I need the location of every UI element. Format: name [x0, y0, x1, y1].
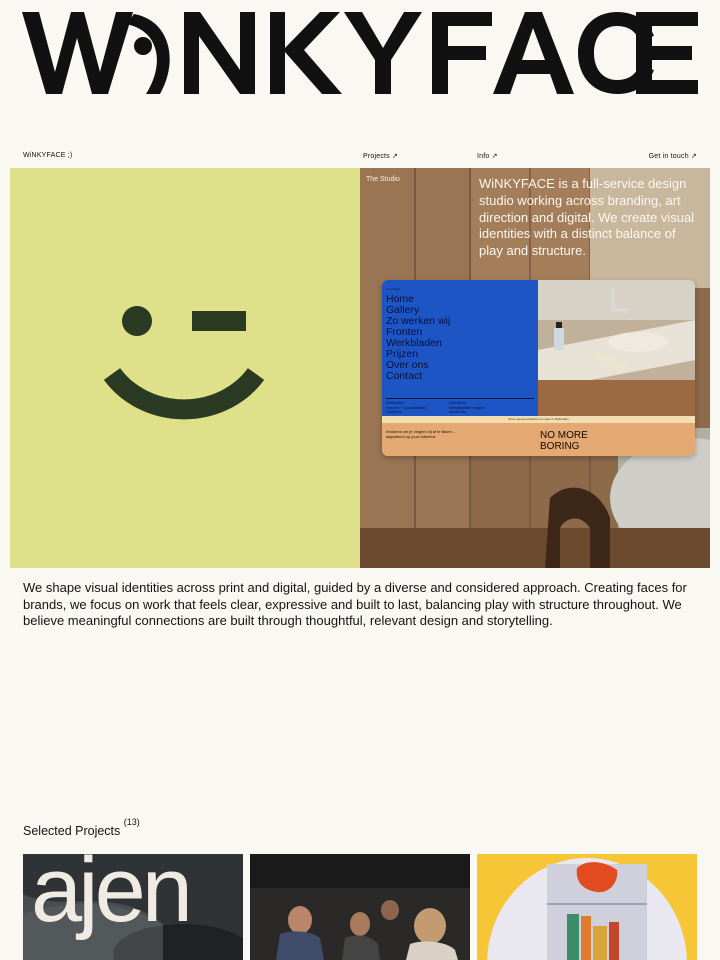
- hero-smiley-panel: [10, 168, 360, 568]
- selected-projects-label: Selected Projects: [23, 824, 121, 839]
- mockup-footer-link: Ons team: [448, 400, 466, 405]
- mockup-tagline: Keukens om je vingers bij af te likken – afgestemd op jouw interieur.: [386, 429, 456, 439]
- mockup-menu-item: Werkbladen: [386, 337, 442, 349]
- mockup-menu-item: Home: [386, 293, 415, 305]
- website-mockup-card: [382, 280, 695, 456]
- mockup-footer-link: Vacatures: [448, 409, 467, 415]
- project-tile-ajen[interactable]: [23, 854, 243, 960]
- mockup-footer-links: [386, 398, 534, 415]
- mockup-menu-item: Over ons: [386, 359, 429, 371]
- winkyface-logo[interactable]: [22, 10, 698, 96]
- mockup-menu-item: Gallery: [386, 304, 420, 316]
- winking-smiley-icon: [10, 168, 360, 568]
- mockup-footer-link: Samples: [386, 409, 402, 415]
- mockup-menu-item: Contact: [386, 370, 423, 382]
- hero-studio-panel: [360, 168, 710, 568]
- nav-projects-link[interactable]: Projects ↗: [363, 153, 399, 160]
- mockup-headline-line: NO MORE: [540, 430, 588, 441]
- mockup-menu-panel: [382, 280, 538, 416]
- mockup-menu-item: Prijzen: [386, 348, 419, 360]
- mockup-menu: [386, 294, 450, 382]
- project-tile-fitness[interactable]: [250, 854, 470, 960]
- mockup-menu-item: Zo werken wij: [386, 315, 451, 327]
- project-title: ajen: [31, 854, 189, 941]
- nav-contact-link[interactable]: Get in touch ↗: [648, 153, 697, 160]
- mockup-footer-link: Kranen + Spoelbakken: [386, 404, 427, 410]
- mockup-bottom-section: [382, 423, 695, 456]
- mockup-footer-link: Veelgestelde vragen: [448, 404, 485, 410]
- studio-statement: We shape visual identities across print and digital, guided by a diverse and considered approach. Creating faces for brands, we focus on work that feels clear, expressive and built to last, balancing play with structure throughout. We believe meaningful connections are built through thoughtful, relevant design and storytelling.: [23, 580, 687, 629]
- mockup-menu-item: Fronten: [386, 326, 423, 338]
- nav-home-link[interactable]: WiNKYFACE ;): [23, 152, 73, 159]
- project-tile-shelf[interactable]: [477, 854, 697, 960]
- mockup-sink-photo: [538, 280, 695, 416]
- project-count: (13): [123, 817, 140, 827]
- mockup-headline-line: BORING: [540, 441, 580, 452]
- nav-info-link[interactable]: Info ↗: [477, 153, 498, 160]
- top-nav: [0, 152, 720, 164]
- mockup-headline: [540, 430, 588, 452]
- selected-projects-heading: [23, 817, 140, 839]
- mockup-footer-link: Materialen: [386, 400, 405, 405]
- studio-label: The Studio: [366, 176, 400, 183]
- mockup-small-label: Loremipsu: [386, 287, 401, 291]
- studio-intro-text: WiNKYFACE is a full-service design studio working across branding, art direction and digital. We create visual identities with a distinct balance of play and structure.: [479, 176, 695, 259]
- mockup-announcement-strip: Onze nieuwe showroom is open in Rotterdam: [382, 416, 695, 423]
